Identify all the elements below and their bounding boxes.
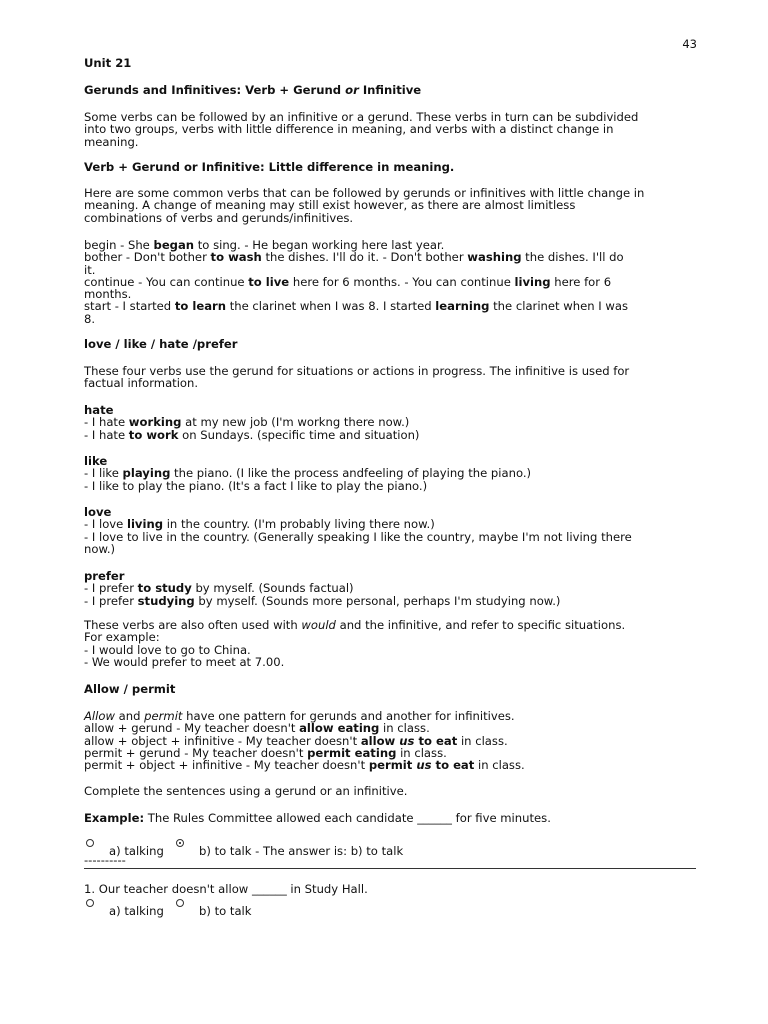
would-paragraph [84, 619, 694, 668]
text: permit + object + infinitive - My teacher doesn't [84, 758, 369, 773]
love-heading: love [84, 505, 112, 519]
italic-text: Allow [84, 709, 115, 723]
bold-text: to wash [210, 250, 262, 265]
section1-line-3: combinations of verbs and gerunds/infinitives. [84, 210, 354, 225]
example-start [84, 300, 694, 312]
example-line [84, 812, 694, 824]
like-example-1 [84, 467, 694, 479]
text: allow + gerund - My teacher doesn't [84, 721, 300, 736]
text: and [114, 709, 145, 723]
text: the clarinet when I was [489, 299, 628, 314]
hate-group [84, 404, 694, 441]
bold-text: learning [435, 299, 490, 314]
text: in class. [396, 745, 447, 760]
bold-text: to work [128, 427, 179, 442]
example-bother [84, 251, 694, 263]
example-continue [84, 276, 694, 288]
text: start - I started [84, 299, 175, 314]
section1-heading: Verb + Gerund or Infinitive: Little difference in meaning. [84, 160, 455, 174]
q1-option-b-radio[interactable] [176, 899, 184, 907]
title-text-1: Gerunds and Infinitives: Verb + Gerund [84, 83, 346, 97]
bold-text: permit eating [307, 745, 397, 760]
question-1: 1. Our teacher doesn't allow ______ in Study Hall. [84, 882, 368, 896]
would-line-2: For example: [84, 630, 160, 645]
bold-text: began [153, 238, 195, 252]
intro-line-2: into two groups, verbs with little difference in meaning, and verbs with a distinct change in [84, 122, 614, 137]
q1-option-a-radio[interactable] [86, 899, 94, 907]
example-option-a-radio[interactable] [86, 839, 94, 847]
would-example-1: - I would love to go to China. [84, 642, 251, 657]
would-example-2: - We would prefer to meet at 7.00. [84, 654, 285, 669]
instruction-text: Complete the sentences using a gerund or an infinitive. [84, 784, 408, 798]
like-group [84, 455, 694, 492]
text: the clarinet when I was 8. I started [226, 299, 436, 314]
example-bother-cont: it. [84, 262, 96, 277]
section2-paragraph [84, 365, 694, 390]
q1-option-a-label: a) talking [109, 904, 164, 918]
text: the dishes. I'll do [521, 250, 624, 265]
section2-line-2: factual information. [84, 376, 199, 391]
verb-examples [84, 239, 694, 325]
like-heading: like [84, 454, 108, 468]
prefer-example-2 [84, 595, 694, 607]
allow-permit-block [84, 710, 694, 771]
hate-example-2 [84, 429, 694, 441]
page-title [84, 84, 694, 96]
q1-option-b-label: b) to talk [199, 904, 252, 918]
section1-line-1: Here are some common verbs that can be followed by gerunds or infinitives with little change in [84, 186, 645, 200]
example-continue-cont: months. [84, 287, 132, 302]
text: continue - You can continue [84, 274, 249, 289]
example-option-b-radio[interactable] [176, 839, 184, 847]
text: begin - She [84, 238, 154, 252]
text: here for 6 months. - You can continue [289, 274, 515, 289]
italic-text: would [301, 618, 336, 632]
text: - I prefer [84, 581, 138, 596]
example-label: Example: [84, 811, 145, 825]
text: - I prefer [84, 593, 138, 608]
text: on Sundays. (specific time and situation) [178, 427, 420, 442]
bold-text: to study [137, 581, 192, 596]
section1-paragraph [84, 187, 694, 224]
title-or: or [345, 83, 359, 97]
bold-text: washing [467, 250, 522, 265]
bold-text: to eat [431, 758, 475, 773]
text: to sing. - He began working here last year. [194, 238, 445, 252]
text: the dishes. I'll do it. - Don't bother [261, 250, 468, 265]
example-option-b-label: b) to talk - The answer is: b) to talk [199, 844, 404, 858]
example-option-a-label: a) talking [109, 844, 164, 858]
text: - I love [84, 517, 127, 532]
bold-text: playing [122, 466, 171, 481]
section2-heading: love / like / hate /prefer [84, 337, 238, 351]
text: - I like [84, 466, 123, 481]
title-text-2: Infinitive [358, 83, 422, 97]
text: - I hate [84, 427, 129, 442]
intro-paragraph [84, 111, 694, 148]
would-line-1 [84, 619, 694, 631]
bold-text: working [128, 415, 182, 430]
bold-text: living [514, 274, 551, 289]
unit-label: Unit 21 [84, 56, 132, 70]
text: in the country. (I'm probably living there now.) [163, 517, 435, 532]
horizontal-divider [84, 868, 696, 869]
section3-heading: Allow / permit [84, 682, 176, 696]
text: - I hate [84, 415, 129, 430]
text: here for 6 [550, 274, 612, 289]
text: in class. [457, 733, 508, 748]
love-example-1 [84, 518, 694, 530]
text: and the infinitive, and refer to specific situations. [335, 618, 626, 632]
text: bother - Don't bother [84, 250, 211, 265]
text: by myself. (Sounds factual) [191, 581, 354, 596]
bold-text: allow [360, 733, 400, 748]
allow-pattern-4 [84, 759, 694, 771]
bold-text: allow eating [299, 721, 380, 736]
bold-italic-text: us [416, 758, 432, 773]
text: have one pattern for gerunds and another for infinitives. [182, 709, 515, 723]
example-text: The Rules Committee allowed each candidate ______ for five minutes. [144, 811, 551, 825]
prefer-heading: prefer [84, 569, 125, 583]
text: the piano. (I like the process andfeeling of playing the piano.) [170, 466, 532, 481]
love-example-2: - I love to live in the country. (Generally speaking I like the country, maybe I'm not living there [84, 529, 632, 544]
bold-text: to live [248, 274, 290, 289]
section2-line-1: These four verbs use the gerund for situations or actions in progress. The infinitive is used for [84, 364, 630, 378]
text: in class. [379, 721, 430, 736]
text: at my new job (I'm workng there now.) [181, 415, 410, 430]
like-example-2: - I like to play the piano. (It's a fact I like to play the piano.) [84, 478, 428, 493]
love-group [84, 506, 694, 555]
love-example-2-cont: now.) [84, 541, 116, 556]
text: allow + object + infinitive - My teacher doesn't [84, 733, 361, 748]
intro-line-1: Some verbs can be followed by an infinitive or a gerund. These verbs in turn can be subdivided [84, 110, 639, 124]
dash-separator: ---------- [84, 853, 126, 867]
text: These verbs are also often used with [84, 618, 302, 632]
bold-text: to learn [174, 299, 227, 314]
hate-heading: hate [84, 403, 114, 417]
bold-text: studying [137, 593, 195, 608]
intro-line-3: meaning. [84, 134, 139, 149]
bold-italic-text: us [399, 733, 415, 748]
text: in class. [474, 758, 525, 773]
italic-text: permit [144, 709, 183, 723]
text: permit + gerund - My teacher doesn't [84, 745, 308, 760]
page-number: 43 [682, 37, 697, 51]
section1-line-2: meaning. A change of meaning may still exist however, as there are almost limitless [84, 198, 576, 213]
bold-text: living [126, 517, 164, 532]
example-start-cont: 8. [84, 311, 96, 326]
bold-text: to eat [414, 733, 458, 748]
bold-text: permit [368, 758, 417, 773]
text: by myself. (Sounds more personal, perhaps I'm studying now.) [194, 593, 561, 608]
prefer-group [84, 570, 694, 607]
